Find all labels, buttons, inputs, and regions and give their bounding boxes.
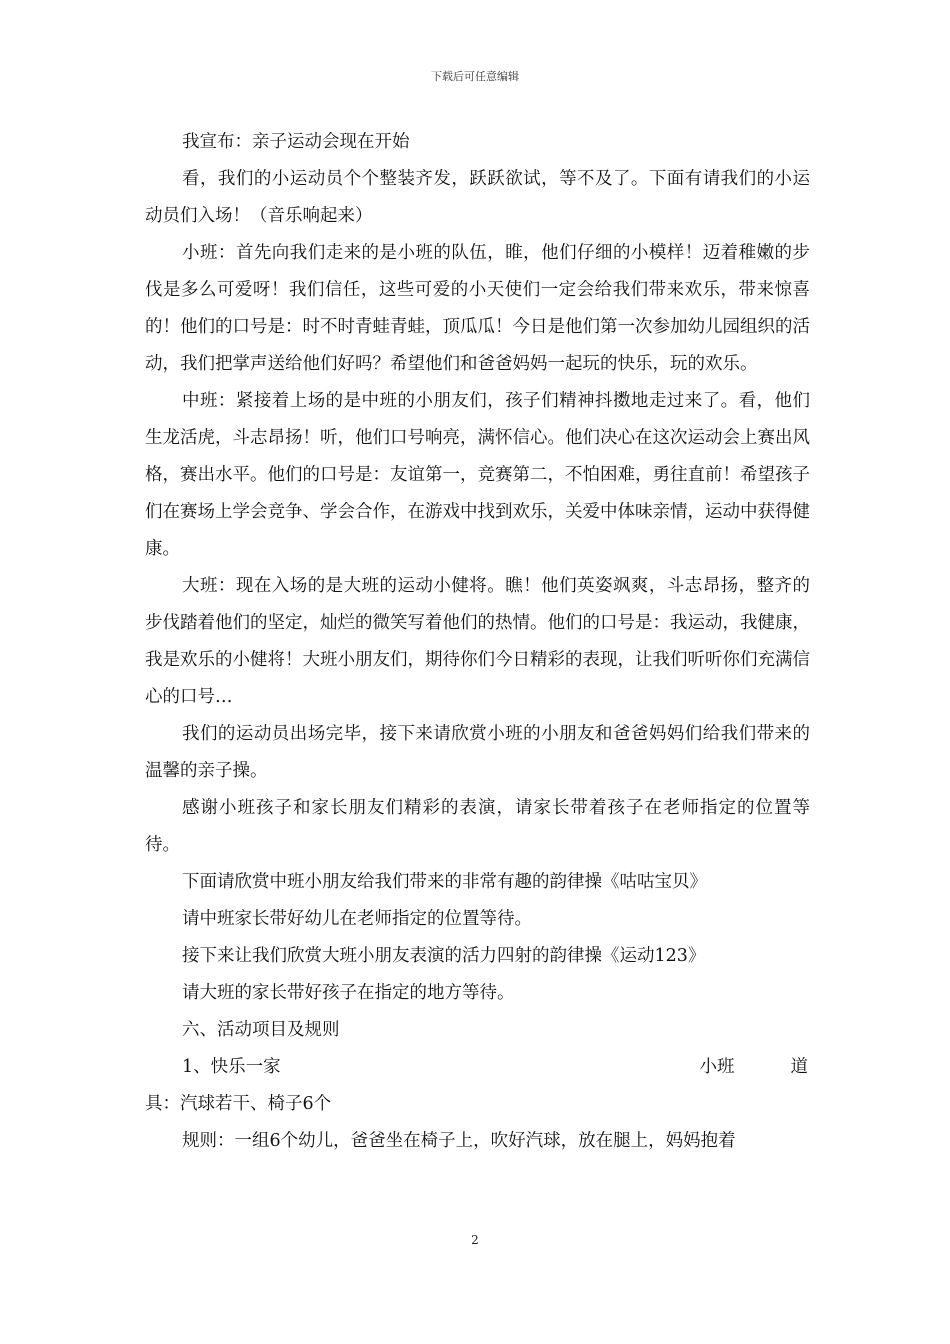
paragraph-big-class: 大班：现在入场的是大班的运动小健将。瞧！他们英姿飒爽，斗志昂扬，整齐的步伐踏着他们的坚定，灿烂的微笑写着他们的热情。他们的口号是：我运动，我健康，我是欢乐的小健将！大班小朋友们，期待你们今日精彩的表现，让我们听听你们充满信心的口号… — [145, 576, 810, 707]
activity-item-class: 小班 — [699, 1057, 735, 1077]
paragraph-announce: 我宣布：亲子运动会现在开始 — [182, 132, 410, 152]
paragraph-big-wait: 请大班的家长带好孩子在指定的地方等待。 — [182, 983, 515, 1003]
paragraph-small-class: 小班：首先向我们走来的是小班的队伍，睢，他们仔细的小模样！迈着稚嫩的步伐是多么可爱呀！我们信任，这些可爱的小天使们一定会给我们带来欢乐，带来惊喜的！他们的口号是：时不时青蛙青蛙，顶瓜瓜！今日是他们第一次参加幼儿园组织的活动，我们把掌声送给他们好吗？希望他们和爸爸妈妈一起玩的快乐，玩的欢乐。 — [145, 243, 810, 374]
activity-item-title: 1、快乐一家 — [182, 1057, 281, 1077]
activity-rules-line: 规则：一组6个幼儿，爸爸坐在椅子上，吹好汽球，放在腿上，妈妈抱着 — [182, 1131, 736, 1151]
page-number: 2 — [471, 1233, 479, 1247]
section-heading-activities: 六、活动项目及规则 — [182, 1020, 340, 1040]
paragraph-big-rhythm: 接下来让我们欣赏大班小朋友表演的活力四射的韵律操《运动123》 — [182, 946, 706, 966]
activity-item-trailing: 道 — [790, 1057, 808, 1077]
page-header: 下载后可任意编辑 — [431, 70, 519, 83]
paragraph-middle-wait: 请中班家长带好幼儿在老师指定的位置等待。 — [182, 909, 532, 929]
activity-item-row — [145, 1049, 810, 1086]
paragraph-middle-class: 中班：紧接着上场的是中班的小朋友们，孩子们精神抖擞地走过来了。看，他们生龙活虎，斗志昂扬！听，他们口号响亮，满怀信心。他们决心在这次运动会上赛出风格，赛出水平。他们的口号是：友谊第一，竞赛第二，不怕困难，勇往直前！希望孩子们在赛场上学会竞争、学会合作，在游戏中找到欢乐，关爱中体味亲情，运动中获得健康。 — [145, 391, 810, 559]
document-body — [145, 124, 810, 1160]
activity-item-meta — [700, 1049, 809, 1086]
paragraph-middle-rhythm: 下面请欣赏中班小朋友给我们带来的非常有趣的韵律操《咕咕宝贝》 — [182, 872, 707, 892]
paragraph-thanks: 感谢小班孩子和家长朋友们精彩的表演，请家长带着孩子在老师指定的位置等待。 — [145, 798, 810, 855]
paragraph-parent-child-exercise: 我们的运动员出场完毕，接下来请欣赏小班的小朋友和爸爸妈妈们给我们带来的温馨的亲子操。 — [145, 724, 810, 781]
activity-props-line: 具：汽球若干、椅子6个 — [145, 1094, 332, 1114]
paragraph-intro: 看，我们的小运动员个个整装齐发，跃跃欲试，等不及了。下面有请我们的小运动员们入场！（音乐响起来） — [145, 169, 810, 226]
